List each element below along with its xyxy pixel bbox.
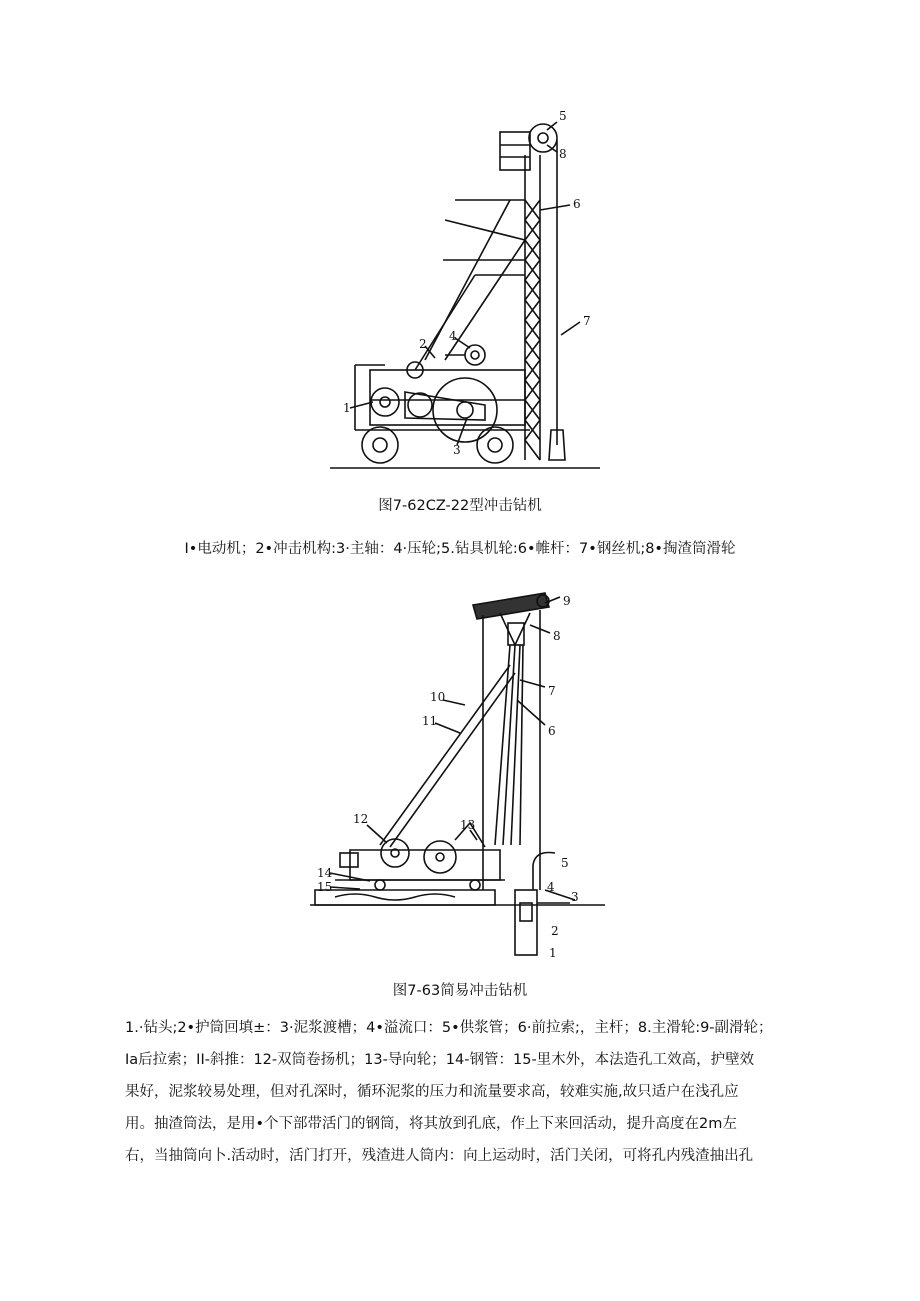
body-line-1: 1.·钻头;2•护筒回填±：3·泥浆渡槽；4•溢流口：5•供浆管；6·前拉索;，主杆；8.主滑轮:9-副滑轮； [125,1020,773,1036]
body-line-2: Ia后拉索；II-斜推：12-双筒卷扬机；13-导向轮；14-钢管：15-里木外，本法造孔工效高，护壁效 [125,1052,755,1068]
fig2-label-2: 2 [551,924,559,938]
fig2-label-14: 14 [317,866,333,880]
figure-2-drawing [305,585,615,960]
fig2-label-5: 5 [561,856,569,870]
fig2-label-3: 3 [571,890,579,904]
part-label-7: 7 [583,314,591,328]
fig2-label-6: 6 [548,724,556,738]
fig2-label-11: 11 [422,714,438,728]
cz22-drill-diagram [325,100,605,475]
body-line-5: 右，当抽筒向卜.活动时，活门打开，残渣进人筒内：向上运动时，活门关闭，可将孔内残渣抽出孔 [125,1148,754,1164]
part-label-8: 8 [559,147,567,161]
fig2-label-13: 13 [460,818,476,832]
fig2-label-8: 8 [553,629,561,643]
fig2-label-12: 12 [353,812,369,826]
part-label-3: 3 [453,443,461,457]
figure-1-drawing [325,100,605,475]
fig2-label-15: 15 [317,880,333,894]
part-label-4: 4 [449,329,457,343]
fig2-label-10: 10 [430,690,446,704]
fig2-label-1: 1 [549,946,557,960]
part-label-5: 5 [559,109,567,123]
part-label-2: 2 [419,337,427,351]
fig2-label-7: 7 [548,684,556,698]
body-text [125,1012,805,1172]
figure-1-legend: I•电动机；2•冲击机构:3·主轴：4·压轮;5.钻具机轮:6•帷杆：7•钢丝机;8•掏渣筒滑轮 [184,541,736,557]
body-line-4: 用。抽渣筒法，是用•个下部带活门的钢筒，将其放到孔底，作上下来回活动，提升高度在2m左 [125,1116,737,1132]
simple-drill-diagram [305,585,615,960]
fig2-label-4: 4 [547,880,555,894]
part-label-1: 1 [343,401,351,415]
body-line-3: 果好，泥浆较易处理，但对孔深时，循环泥浆的压力和流量要求高，较难实施,故只适户在浅孔应 [125,1084,739,1100]
figure-1-caption: 图7-62CZ-22型冲击钻机 [378,498,542,514]
part-label-6: 6 [573,197,581,211]
figure-2-caption: 图7-63简易冲击钻机 [392,983,528,999]
fig2-label-9: 9 [563,594,571,608]
